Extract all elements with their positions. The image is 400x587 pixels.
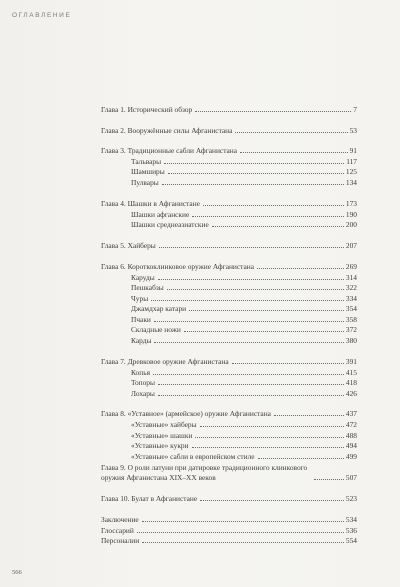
toc-entry-page: 415 [345, 368, 357, 377]
toc-entry-section [101, 451, 357, 461]
toc-entry-title: Топоры [131, 378, 155, 387]
dot-leader [162, 184, 344, 185]
toc-entry-page: 391 [345, 357, 357, 366]
toc-entry-section [101, 272, 357, 282]
toc-entry-page: 380 [345, 336, 357, 345]
toc-entry-section [101, 303, 357, 313]
toc-entry-title: Глава 1. Исторический обзор [101, 105, 193, 114]
toc-entry-section [101, 166, 357, 176]
toc-entry-title: Джамдхар катари [131, 304, 187, 313]
toc-entry-chapter-8 [101, 408, 357, 418]
toc-entry-chapter-2 [101, 125, 357, 135]
dot-leader [158, 279, 344, 280]
toc-entry-chapter-5 [101, 240, 357, 250]
toc-entry-persons [101, 535, 357, 545]
toc-entry-title: Пчаки [131, 315, 151, 324]
toc-entry-page: 334 [345, 294, 357, 303]
toc-entry-page: 499 [345, 452, 357, 461]
toc-entry-title: Шашки среднеазиатские [131, 220, 209, 229]
toc-entry-title: Чуры [131, 294, 149, 303]
toc-entry-page: 554 [345, 536, 357, 545]
toc-entry-section [101, 282, 357, 292]
page-number: 566 [12, 569, 22, 576]
dot-leader [151, 300, 344, 301]
toc-entry-section [101, 377, 357, 387]
toc-entry-section [101, 440, 357, 450]
dot-leader [153, 374, 344, 375]
dot-leader [203, 205, 344, 206]
dot-leader [274, 415, 344, 416]
dot-leader [154, 321, 344, 322]
dot-leader [314, 479, 344, 480]
dot-leader [192, 216, 344, 217]
toc-entry-page: 7 [353, 105, 357, 114]
dot-leader [168, 173, 344, 174]
toc-entry-title: Глава 8. «Уставное» (армейское) оружие Афганистана [101, 409, 271, 418]
toc-entry-section [101, 156, 357, 166]
toc-entry-title: «Уставные» шашки [131, 431, 193, 440]
toc-entry-chapter-4 [101, 198, 357, 208]
toc-entry-page: 472 [345, 420, 357, 429]
toc-entry-page: 269 [345, 262, 357, 271]
toc-entry-title: Глава 9. О роли латуни при датировке традиционного клинкового оружия Афганистана XIX–XX веков [101, 463, 308, 482]
toc-entry-page: 536 [345, 526, 357, 535]
toc-entry-page: 53 [349, 126, 357, 135]
dot-leader [159, 247, 344, 248]
toc-entry-page: 200 [345, 220, 357, 229]
toc-entry-section [101, 209, 357, 219]
toc-entry-page: 173 [345, 199, 357, 208]
toc-entry-title: Глава 3. Традиционные сабли Афганистана [101, 146, 238, 155]
dot-leader [232, 363, 344, 364]
toc-entry-title: Глоссарий [101, 526, 134, 535]
toc-entry-chapter-10 [101, 493, 357, 503]
toc-entry-page: 354 [345, 304, 357, 313]
toc-entry-section [101, 430, 357, 440]
toc-entry-section [101, 419, 357, 429]
toc-entry-title: Копья [131, 368, 150, 377]
toc-entry-title: Глава 10. Булат в Афганистане [101, 494, 198, 503]
toc-entry-section [101, 219, 357, 229]
toc-entry-page: 426 [345, 389, 357, 398]
toc-entry-title: Лохары [131, 389, 155, 398]
toc-entry-section [101, 177, 357, 187]
toc-entry-section [101, 335, 357, 345]
toc-entry-title: Шашки афганские [131, 210, 190, 219]
toc-entry-section [101, 324, 357, 334]
running-head: ОГЛАВЛЕНИЕ [12, 12, 72, 19]
dot-leader [189, 310, 344, 311]
toc-entry-glossary [101, 525, 357, 535]
toc-entry-page: 534 [345, 515, 357, 524]
toc-entry-page: 207 [345, 241, 357, 250]
dot-leader [142, 521, 344, 522]
toc-entry-page: 358 [345, 315, 357, 324]
dot-leader [167, 289, 344, 290]
dot-leader [192, 447, 344, 448]
toc-entry-page: 418 [345, 378, 357, 387]
toc-entry-section [101, 314, 357, 324]
dot-leader [200, 426, 344, 427]
toc-entry-chapter-1 [101, 104, 357, 114]
dot-leader [258, 458, 344, 459]
toc-entry-title: Глава 5. Хайберы [101, 241, 156, 250]
toc-entry-page: 494 [345, 441, 357, 450]
toc-entry-title: Складные ножи [131, 325, 181, 334]
dot-leader [137, 532, 344, 533]
dot-leader [158, 384, 344, 385]
dot-leader [240, 152, 348, 153]
toc-entry-conclusion [101, 514, 357, 524]
toc-entry-title: Каруды [131, 273, 155, 282]
toc-entry-title: Глава 7. Древковое оружие Афганистана [101, 357, 229, 366]
toc-entry-title: Пешкабзы [131, 283, 164, 292]
toc-entry-title: Шамширы [131, 167, 165, 176]
toc-entry-page: 134 [345, 178, 357, 187]
toc-entry-chapter-7 [101, 356, 357, 366]
toc-entry-page: 91 [349, 146, 357, 155]
toc-entry-title: Персоналии [101, 536, 140, 545]
dot-leader [212, 226, 344, 227]
dot-leader [195, 437, 344, 438]
toc-entry-title: «Уставные» хайберы [131, 420, 197, 429]
dot-leader [154, 342, 343, 343]
toc-entry-page: 125 [345, 167, 357, 176]
toc-entry-title: Глава 6. Короткоклинковое оружие Афганистана [101, 262, 254, 271]
toc-entry-title: Заключение [101, 515, 139, 524]
dot-leader [184, 331, 344, 332]
toc-entry-title: «Уставные» сабли в европейском стиле [131, 452, 255, 461]
toc-entry-page: 437 [345, 409, 357, 418]
toc-entry-page: 523 [345, 494, 357, 503]
toc-entry-page: 322 [345, 283, 357, 292]
toc-entry-chapter-6 [101, 261, 357, 271]
toc-entry-page: 117 [346, 157, 357, 166]
dot-leader [195, 111, 351, 112]
toc-entry-title: Тальвары [131, 157, 162, 166]
toc-entry-title: Глава 4. Шашки в Афганистане [101, 199, 200, 208]
toc-entry-page: 190 [345, 210, 357, 219]
toc-entry-section [101, 367, 357, 377]
toc-entry-page: 314 [345, 273, 357, 282]
dot-leader [200, 500, 344, 501]
dot-leader [158, 395, 344, 396]
dot-leader [142, 542, 344, 543]
toc-entry-title: Пулвары [131, 178, 159, 187]
dot-leader [164, 163, 344, 164]
toc-entry-page: 488 [345, 431, 357, 440]
toc-entry-title: «Уставные» кукри [131, 441, 189, 450]
toc-entry-chapter-3 [101, 145, 357, 155]
toc-entry-title: Глава 2. Вооружённые силы Афганистана [101, 126, 233, 135]
toc-entry-chapter-9 [101, 462, 357, 482]
toc-entry-section [101, 388, 357, 398]
toc-entry-page: 372 [345, 325, 357, 334]
toc-entry-page: 507 [345, 473, 357, 482]
dot-leader [235, 132, 347, 133]
toc-entry-title: Карды [131, 336, 152, 345]
toc-entry-section [101, 293, 357, 303]
dot-leader [257, 268, 344, 269]
